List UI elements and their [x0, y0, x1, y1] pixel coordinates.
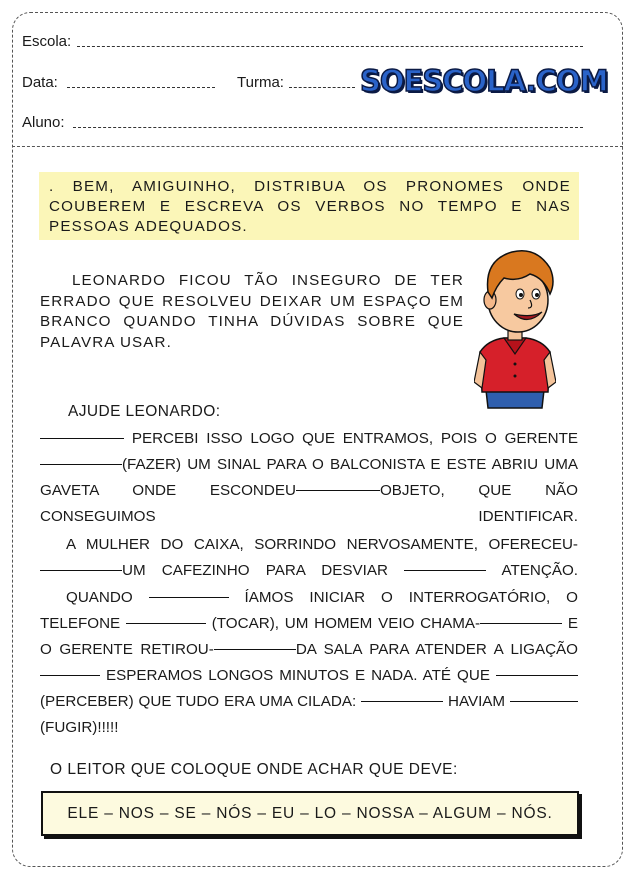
header-separator — [12, 146, 623, 147]
story-paragraph: LEONARDO FICOU TÃO INSEGURO DE TER ERRADO QUE RESOLVEU DEIXAR UM ESPAÇO EM BRANCO QUANDO TINHA DÚVIDAS SOBRE QUE PALAVRA USAR. — [40, 272, 464, 351]
p3-text-i: (FUGIR)!!!!! — [40, 719, 119, 736]
p3-text-f: ESPERAMOS LONGOS MINUTOS E NADA. ATÉ QUE — [106, 667, 490, 684]
exercise-paragraph-1 — [40, 426, 578, 530]
data-label: Data: — [22, 74, 58, 91]
blank-3[interactable] — [296, 490, 380, 491]
data-line — [67, 87, 215, 88]
p3-text-d: E O GERENTE RETIROU- — [40, 615, 578, 658]
blank-5[interactable] — [404, 570, 486, 571]
p3-text-b: ÍAMOS INICIAR O INTERROGATÓRIO, O TELEFONE — [40, 589, 578, 632]
boy-illustration — [474, 242, 556, 412]
turma-label: Turma: — [237, 74, 284, 91]
escola-line — [77, 46, 583, 47]
blank-2[interactable] — [40, 464, 122, 465]
p2-text-c: ATENÇÃO. — [501, 562, 578, 579]
escola-label: Escola: — [22, 33, 72, 50]
blank-9[interactable] — [214, 649, 296, 650]
blank-7[interactable] — [126, 623, 206, 624]
blank-8[interactable] — [480, 623, 562, 624]
leitor-instruction: O LEITOR QUE COLOQUE ONDE ACHAR QUE DEVE: — [50, 761, 458, 778]
word-bank-text: ELE – NOS – SE – NÓS – EU – LO – NOSSA – ALGUM – NÓS. — [67, 804, 553, 822]
word-bank-box — [41, 791, 579, 836]
exercise-paragraph-2 — [40, 532, 578, 584]
p3-text-c: (TOCAR), UM HOMEM VEIO CHAMA- — [211, 615, 481, 632]
blank-1[interactable] — [40, 438, 124, 439]
blank-13[interactable] — [510, 701, 578, 702]
blank-11[interactable] — [496, 675, 578, 676]
blank-12[interactable] — [361, 701, 443, 702]
p2-text-b: UM CAFEZINHO PARA DESVIAR — [122, 562, 388, 579]
p3-text-e: DA SALA PARA ATENDER A LIGAÇÃO — [295, 641, 578, 658]
blank-6[interactable] — [149, 597, 229, 598]
instruction-box: . BEM, AMIGUINHO, DISTRIBUA OS PRONOMES ONDE COUBEREM E ESCREVA OS VERBOS NO TEMPO E NAS PESSOAS ADEQUADOS. — [39, 172, 579, 240]
p1-text-c: OBJETO, QUE NÃO CONSEGUIMOS IDENTIFICAR. — [40, 482, 578, 525]
exercise-paragraph-3 — [40, 585, 578, 741]
soescola-logo: SOESCOLA.COM — [360, 64, 608, 98]
turma-line — [289, 87, 355, 88]
p1-text-a: PERCEBI ISSO LOGO QUE ENTRAMOS, POIS O GERENTE — [131, 430, 578, 447]
p3-text-h: HAVIAM — [447, 693, 506, 710]
p3-text-a: QUANDO — [66, 589, 133, 606]
p1-text-b: (FAZER) UM SINAL PARA O BALCONISTA E ESTE ABRIU UMA GAVETA ONDE ESCONDEU — [40, 456, 578, 499]
p2-text-a: A MULHER DO CAIXA, SORRINDO NERVOSAMENTE, OFERECEU- — [66, 536, 578, 553]
ajude-heading: AJUDE LEONARDO: — [68, 403, 221, 420]
aluno-label: Aluno: — [22, 114, 65, 131]
story-text — [40, 271, 464, 353]
blank-4[interactable] — [40, 570, 122, 571]
aluno-line — [73, 127, 583, 128]
p3-text-g: (PERCEBER) QUE TUDO ERA UMA CILADA: — [40, 693, 357, 710]
blank-10[interactable] — [40, 675, 100, 676]
